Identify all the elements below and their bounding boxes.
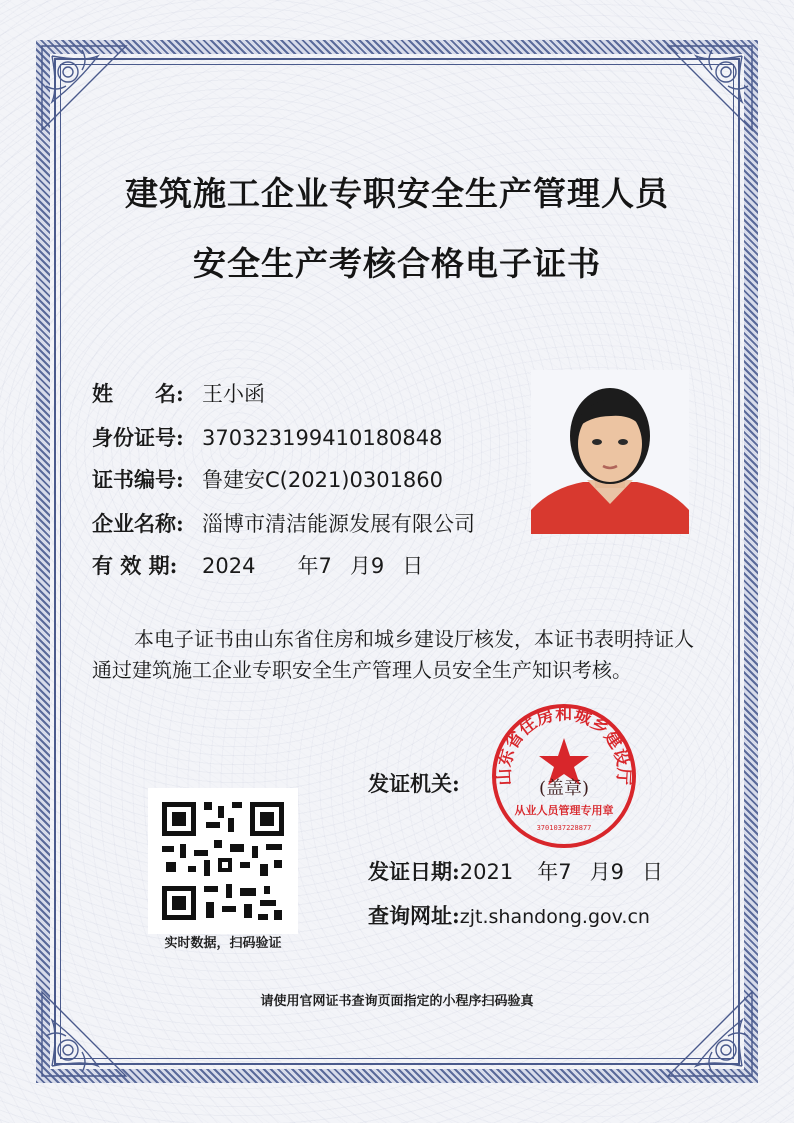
issue-date-row <box>368 856 663 886</box>
cert-no-row <box>92 464 443 494</box>
company-value: 淄博市清洁能源发展有限公司 <box>202 512 475 536</box>
validity-month: 7 <box>318 554 332 578</box>
certificate-statement: 本电子证书由山东省住房和城乡建设厅核发，本证书表明持证人通过建筑施工企业专职安全生产管理人员安全生产知识考核。 <box>92 627 694 682</box>
issue-year-unit: 年 <box>537 860 559 884</box>
query-row <box>368 900 650 930</box>
validity-day: 9 <box>370 554 385 578</box>
seal-ring-text: 山东省住房和城乡建设厅 <box>494 704 634 786</box>
issue-day-unit: 日 <box>641 860 663 884</box>
seal-sub-text: 从业人员管理专用章 <box>514 804 614 817</box>
seal-center-text: (盖章) <box>538 778 590 799</box>
validity-label: 有 效 期: <box>92 553 178 578</box>
company-label: 企业名称: <box>92 511 184 536</box>
id-label: 身份证号: <box>92 425 184 450</box>
id-value: 370323199410180848 <box>202 426 443 450</box>
verification-note: 请使用官网证书查询页面指定的小程序扫码验真 <box>260 994 534 1009</box>
validity-year: 2024 <box>202 554 256 578</box>
validity-row <box>92 550 423 580</box>
holder-photo <box>531 370 689 534</box>
corner-ornament-icon <box>38 42 130 134</box>
name-label: 姓 名: <box>92 381 184 406</box>
issue-year: 2021 <box>459 860 514 884</box>
name-value: 王小函 <box>202 382 265 406</box>
issuer-row <box>368 768 460 798</box>
id-row <box>92 422 443 452</box>
issue-month-unit: 月 <box>589 860 611 884</box>
seal-code: 3701037228877 <box>536 824 592 832</box>
issue-day: 9 <box>610 860 624 884</box>
query-label: 查询网址: <box>368 903 460 928</box>
corner-ornament-icon <box>664 42 756 134</box>
cert-no-value: 鲁建安C(2021)0301860 <box>202 468 444 492</box>
qr-caption: 实时数据，扫码验证 <box>164 936 282 951</box>
cert-no-label: 证书编号: <box>92 467 184 492</box>
issue-date-label: 发证日期: <box>368 859 460 884</box>
query-url-link[interactable]: zjt.shandong.gov.cn <box>459 906 650 928</box>
issue-month: 7 <box>558 860 572 884</box>
certificate-title-line1: 建筑施工企业专职安全生产管理人员 <box>125 174 669 213</box>
month-unit: 月 <box>349 554 371 578</box>
day-unit: 日 <box>402 554 424 578</box>
issuer-label: 发证机关: <box>368 771 460 796</box>
certificate-title-line2: 安全生产考核合格电子证书 <box>193 244 601 283</box>
name-row <box>92 378 265 408</box>
company-row <box>92 508 475 538</box>
year-unit: 年 <box>297 554 319 578</box>
qr-code[interactable] <box>148 788 298 934</box>
official-seal-icon <box>490 702 638 850</box>
